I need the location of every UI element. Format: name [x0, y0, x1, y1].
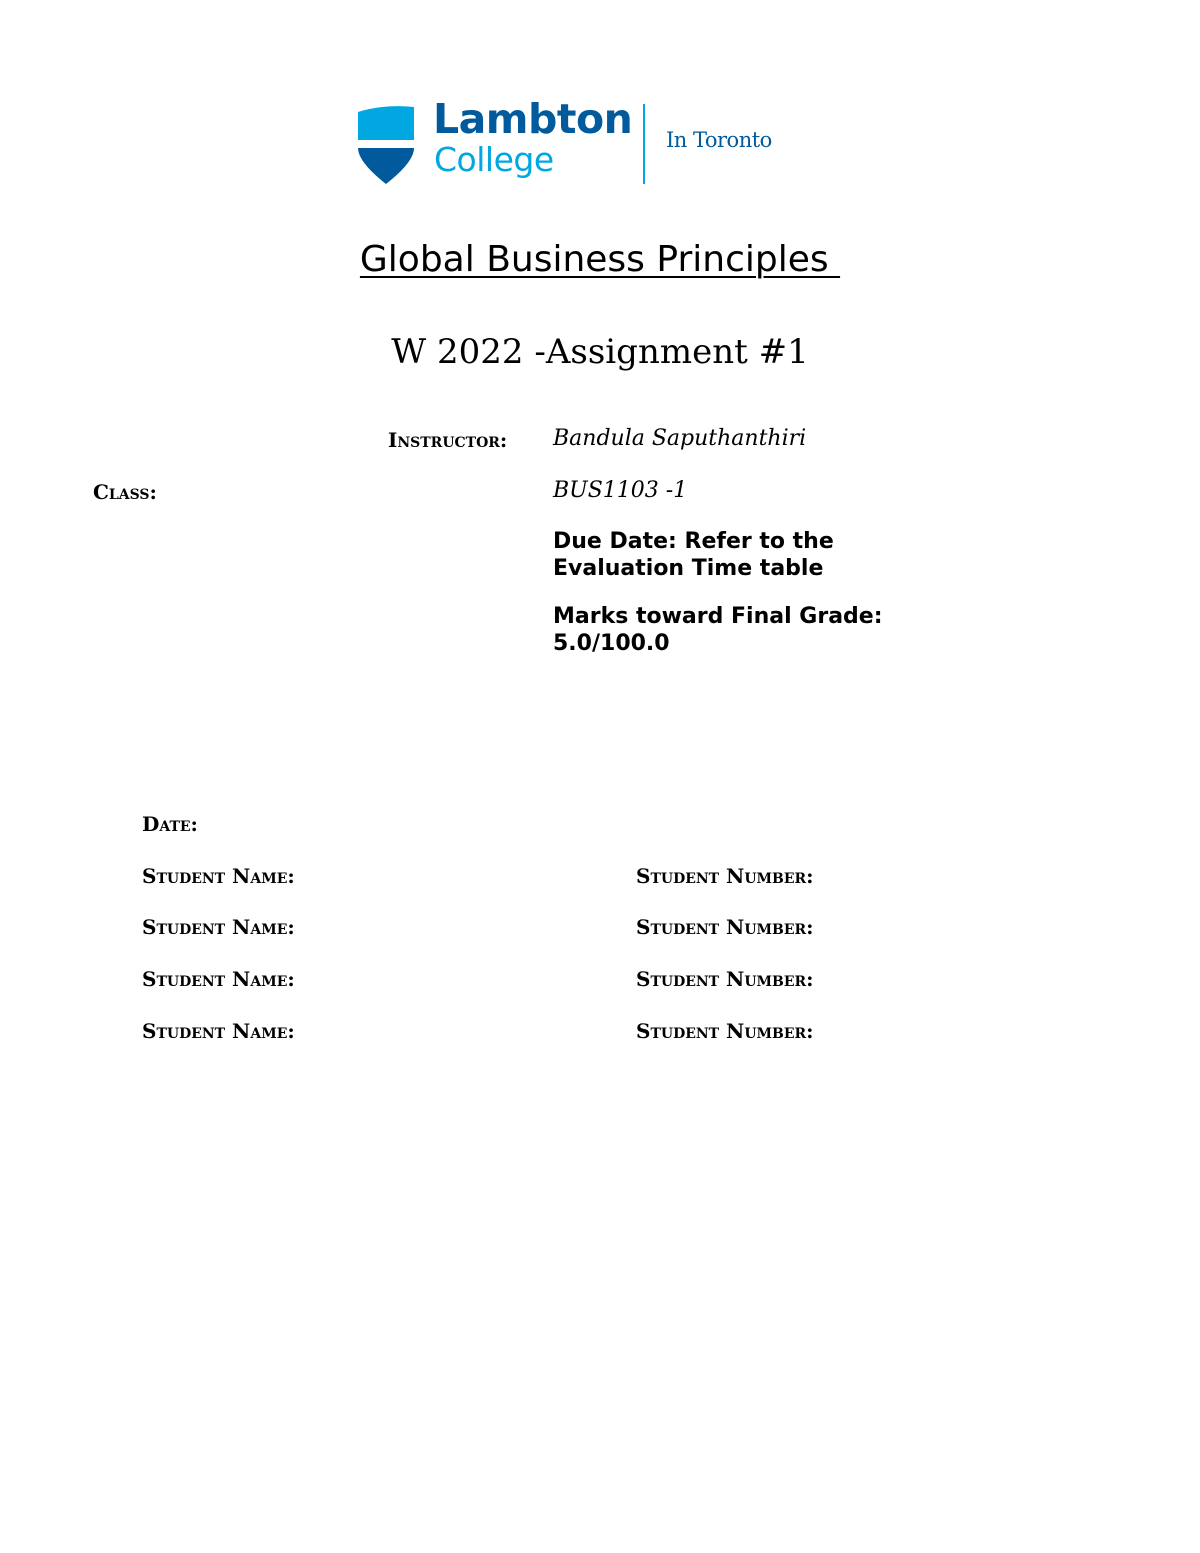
- student-number-label: Student Number:: [636, 1019, 814, 1043]
- student-name-label: Student Name:: [142, 915, 295, 939]
- logo-wordmark-college: College: [434, 140, 554, 179]
- course-title-text: Global Business Principles: [359, 239, 841, 280]
- logo-campus: In Toronto: [666, 128, 772, 152]
- marks-toward-grade: Marks toward Final Grade: 5.0/100.0: [553, 604, 883, 656]
- student-number-label: Student Number:: [636, 864, 814, 888]
- student-name-label: Student Name:: [142, 1019, 295, 1043]
- student-name-label: Student Name:: [142, 967, 295, 991]
- student-number-label: Student Number:: [636, 915, 814, 939]
- course-title: [0, 238, 1200, 281]
- class-value: BUS1103 -1: [553, 478, 688, 503]
- shield-logo-icon: [356, 104, 420, 188]
- date-label: Date:: [142, 812, 198, 836]
- logo-wordmark-lambton: Lambton: [433, 95, 633, 143]
- due-date: Due Date: Refer to the Evaluation Time table: [553, 529, 834, 581]
- instructor-label: Instructor:: [388, 428, 508, 452]
- student-number-label: Student Number:: [636, 967, 814, 991]
- instructor-value: Bandula Saputhanthiri: [553, 426, 807, 451]
- logo-divider: [643, 104, 645, 184]
- student-name-label: Student Name:: [142, 864, 295, 888]
- class-label: Class:: [93, 480, 157, 504]
- assignment-title: W 2022 -Assignment #1: [391, 332, 809, 372]
